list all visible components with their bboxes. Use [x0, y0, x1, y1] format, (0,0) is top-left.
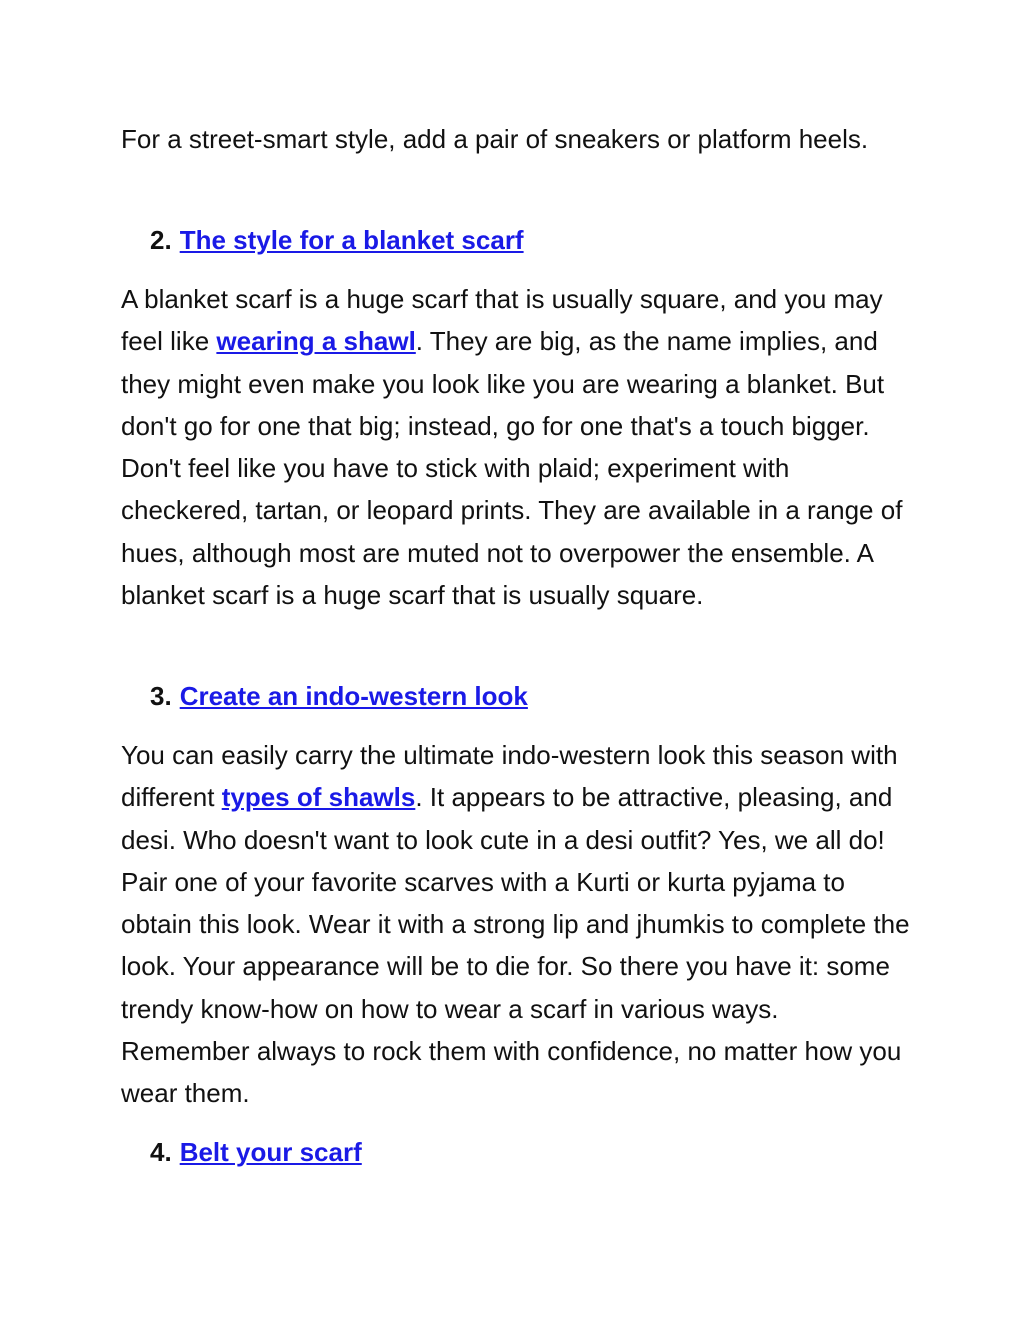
heading-link-belt-your-scarf[interactable]: Belt your scarf — [179, 1137, 362, 1167]
paragraph-text: . They are big, as the name implies, and they might even make you look like you are wearing a blanket. But don't go for one that big; instead, go for one that's a touch bigger. Don't feel like you have to stick with plaid; experiment with checkered, tartan, or leopard prints. They are available in a range of hues, although most are muted not to overpower the ensemble. A blanket scarf is a huge scarf that is usually square. — [121, 326, 903, 611]
section-number: 2. — [150, 225, 172, 255]
link-wearing-a-shawl[interactable]: wearing a shawl — [216, 326, 416, 357]
section-heading-4 — [121, 1131, 362, 1173]
paragraph-text: A blanket scarf is a huge scarf that is usually square, and you may feel like — [121, 284, 883, 357]
section-paragraph-2 — [121, 278, 911, 616]
paragraph-text: You can easily carry the ultimate indo-western look this season with different — [121, 740, 898, 813]
section-paragraph-3 — [121, 734, 911, 1115]
heading-link-blanket-scarf[interactable]: The style for a blanket scarf — [179, 225, 524, 255]
intro-paragraph: For a street-smart style, add a pair of sneakers or platform heels. — [121, 124, 869, 154]
section-heading-3 — [121, 675, 528, 717]
section-heading-2 — [121, 219, 524, 261]
heading-link-indo-western[interactable]: Create an indo-western look — [179, 681, 528, 711]
paragraph-text: . It appears to be attractive, pleasing, and desi. Who doesn't want to look cute in a desi outfit? Yes, we all do! Pair one of your favorite scarves with a Kurti or kurta pyjama to obtain this look. Wear it with a strong lip and jhumkis to complete the look. Your appearance will be to die for. So there you have it: some trendy know-how on how to wear a scarf in various ways. Remember always to rock them with confidence, no matter how you wear them. — [121, 782, 910, 1109]
link-types-of-shawls[interactable]: types of shawls — [221, 782, 416, 813]
section-number: 4. — [150, 1137, 172, 1167]
section-number: 3. — [150, 681, 172, 711]
